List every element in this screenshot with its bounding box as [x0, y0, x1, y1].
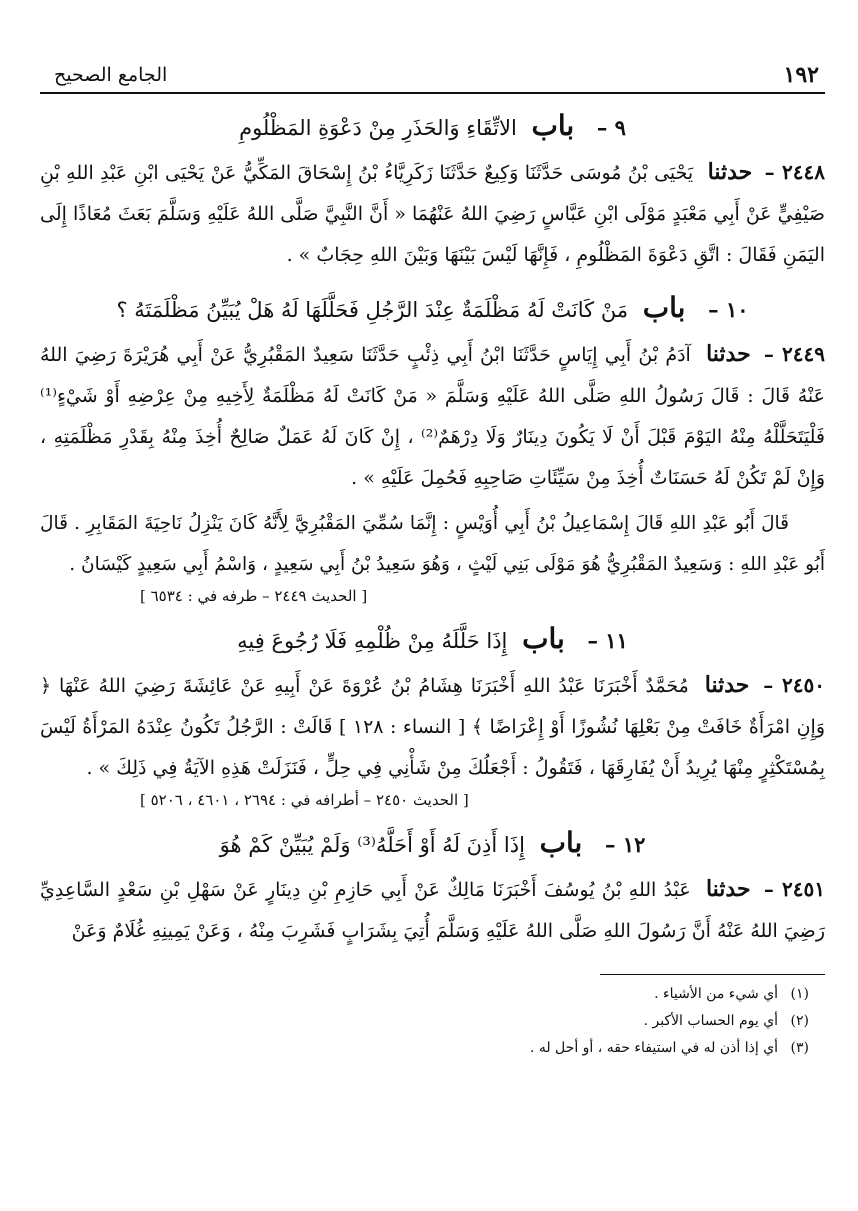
footnote-text: أي يوم الحساب الأكبر .	[643, 1013, 779, 1029]
chapter-heading	[40, 827, 825, 861]
hadith-text: يَحْيَى بْنُ مُوسَى حَدَّثَنَا وَكِيعٌ حَدَّثَنَا زَكَرِيَّاءُ بْنُ إِسْحَاقَ المَكِّيُّ عَنْ يَحْيَى ابْنِ عَبْدِ اللهِ بْنِ صَيْفِيٍّ عَنْ أَبِي مَعْبَدٍ مَوْلَى ابْنِ عَبَّاسٍ رَضِيَ اللهُ عَنْهُمَا « أَنَّ النَّبِيَّ صَلَّى اللهُ عَلَيْهِ وَسَلَّمَ بَعَثَ مُعَاذًا إِلَى اليَمَنِ فَقَالَ : اتَّقِ دَعْوَةَ المَظْلُومِ ، فَإِنَّهَا لَيْسَ بَيْنَهَا وَبَيْنَ اللهِ حِجَابٌ » .	[40, 162, 825, 266]
hadith-number: ٢٤٥١ –	[763, 877, 826, 901]
chapter-number: ٩ –	[596, 115, 626, 140]
chapter-word: باب	[522, 622, 565, 655]
cross-reference: [ الحديث ٢٤٤٩ – طرفه في : ٦٥٣٤ ]	[140, 587, 368, 605]
chapter-number: ١١ –	[587, 628, 628, 653]
footnote	[40, 1035, 825, 1062]
footnote-number: (٣)	[790, 1040, 809, 1056]
hadith-text: آدَمُ بْنُ أَبِي إِيَاسٍ حَدَّثَنَا ابْنُ أَبِي ذِئْبٍ حَدَّثَنَا سَعِيدٌ المَقْبُرِيُّ عَنْ أَبِي هُرَيْرَةَ رَضِيَ اللهُ عَنْهُ قَالَ : قَالَ رَسُولُ اللهِ صَلَّى اللهُ عَلَيْهِ وَسَلَّمَ « مَنْ كَانَتْ لَهُ مَظْلَمَةٌ لِأَخِيهِ مِنْ عِرْضِهِ أَوْ شَيْءٍ⁽¹⁾ فَلْيَتَحَلَّلْهُ مِنْهُ اليَوْمَ قَبْلَ أَنْ لَا يَكُونَ دِينَارٌ وَلَا دِرْهَمٌ⁽²⁾ ، إِنْ كَانَ لَهُ عَمَلٌ صَالِحٌ أُخِذَ مِنْهُ بِقَدْرِ مَظْلَمَتِهِ ، وَإِنْ لَمْ تَكُنْ لَهُ حَسَنَاتٌ أُخِذَ مِنْ سَيِّئَاتِ صَاحِبِهِ فَحُمِلَ عَلَيْهِ » .	[40, 344, 825, 489]
hadith-number: ٢٤٥٠ –	[763, 673, 826, 697]
hadith-paragraph	[40, 152, 825, 276]
hadith-paragraph	[40, 869, 825, 952]
haddathana-word: حدثنا	[707, 159, 753, 185]
haddathana-word: حدثنا	[704, 672, 750, 698]
hadith-paragraph	[40, 665, 825, 789]
chapter-word: باب	[539, 826, 583, 859]
book-title: الجامع الصحيح	[54, 64, 168, 86]
footnote-number: (١)	[790, 986, 809, 1002]
footnote	[40, 981, 825, 1008]
footnote-number: (٢)	[790, 1013, 809, 1029]
chapter-heading	[40, 292, 825, 326]
footnote	[40, 1008, 825, 1035]
chapter-number: ١٢ –	[605, 832, 646, 857]
footnote-text: أي إذا أذن له في استيفاء حقه ، أو أحل له .	[529, 1040, 779, 1056]
hadith-text: عَبْدُ اللهِ بْنُ يُوسُفَ أَخْبَرَنَا مَالِكٌ عَنْ أَبِي حَازِمِ بْنِ دِينَارٍ عَنْ سَهْلِ بْنِ سَعْدٍ السَّاعِدِيِّ رَضِيَ اللهُ عَنْهُ أَنَّ رَسُولَ اللهِ صَلَّى اللهُ عَلَيْهِ وَسَلَّمَ أُتِيَ بِشَرَابٍ فَشَرِبَ مِنْهُ ، وَعَنْ يَمِينِهِ غُلَامٌ وَعَنْ	[40, 879, 825, 942]
haddathana-word: حدثنا	[706, 341, 751, 367]
hadith-text: مُحَمَّدٌ أَخْبَرَنَا عَبْدُ اللهِ أَخْبَرَنَا هِشَامُ بْنُ عُرْوَةَ عَنْ أَبِيهِ عَنْ عَائِشَةَ رَضِيَ اللهُ عَنْهَا ﴿ وَإِنِ امْرَأَةٌ خَافَتْ مِنْ بَعْلِهَا نُشُوزًا أَوْ إِعْرَاضًا ﴾ [ النساء : ١٢٨ ] قَالَتْ : الرَّجُلُ تَكُونُ عِنْدَهُ المَرْأَةُ لَيْسَ بِمُسْتَكْثِرٍ مِنْهَا يُرِيدُ أَنْ يُفَارِقَهَا ، فَتَقُولُ : أَجْعَلُكَ مِنْ شَأْنِي فِي حِلٍّ ، فَنَزَلَتْ هَذِهِ الآيَةُ فِي ذَلِكَ » .	[40, 675, 825, 779]
chapter-title: إِذَا حَلَّلَهُ مِنْ ظُلْمِهِ فَلَا رُجُوعَ فِيهِ	[237, 629, 508, 653]
chapter-number: ١٠ –	[708, 297, 749, 322]
footnote-text: أي شيء من الأشياء .	[654, 986, 779, 1002]
chapter-title: الاتِّقَاءِ وَالحَذَرِ مِنْ دَعْوَةِ المَظْلُومِ	[239, 116, 517, 140]
chapter-heading	[40, 110, 825, 144]
footnote-divider	[600, 974, 825, 975]
hadith-number: ٢٤٤٨ –	[764, 160, 825, 184]
book-page	[40, 52, 825, 1182]
chapter-word: باب	[531, 109, 575, 142]
page-number: ١٩٢	[783, 62, 819, 88]
commentary-paragraph: قَالَ أَبُو عَبْدِ اللهِ قَالَ إِسْمَاعِيلُ بْنُ أَبِي أُوَيْسٍ : إِنَّمَا سُمِّيَ المَقْبُرِيَّ لِأَنَّهُ كَانَ يَنْزِلُ نَاحِيَةَ المَقَابِرِ . قَالَ أَبُو عَبْدِ اللهِ : وَسَعِيدٌ المَقْبُرِيُّ هُوَ مَوْلَى بَنِي لَيْثٍ ، وَهُوَ سَعِيدُ بْنُ أَبِي سَعِيدٍ ، وَاسْمُ أَبِي سَعِيدٍ كَيْسَانُ .	[40, 513, 825, 575]
hadith-number: ٢٤٤٩ –	[763, 342, 826, 366]
chapter-title: مَنْ كَانَتْ لَهُ مَظْلَمَةٌ عِنْدَ الرَّجُلِ فَحَلَّلَهَا لَهُ هَلْ يُبَيِّنُ مَظْلَمَتَهُ ؟	[116, 298, 629, 322]
hadith-paragraph	[40, 334, 825, 499]
cross-reference: [ الحديث ٢٤٥٠ – أطرافه في : ٢٦٩٤ ، ٤٦٠١ ، ٥٢٠٦ ]	[140, 791, 469, 809]
haddathana-word: حدثنا	[705, 876, 751, 902]
chapter-word: باب	[642, 291, 686, 324]
chapter-title: إِذَا أَذِنَ لَهُ أَوْ أَحَلَّهُ⁽³⁾ وَلَمْ يُبَيِّنْ كَمْ هُوَ	[219, 833, 525, 857]
chapter-heading	[40, 623, 825, 657]
running-head	[40, 52, 825, 94]
